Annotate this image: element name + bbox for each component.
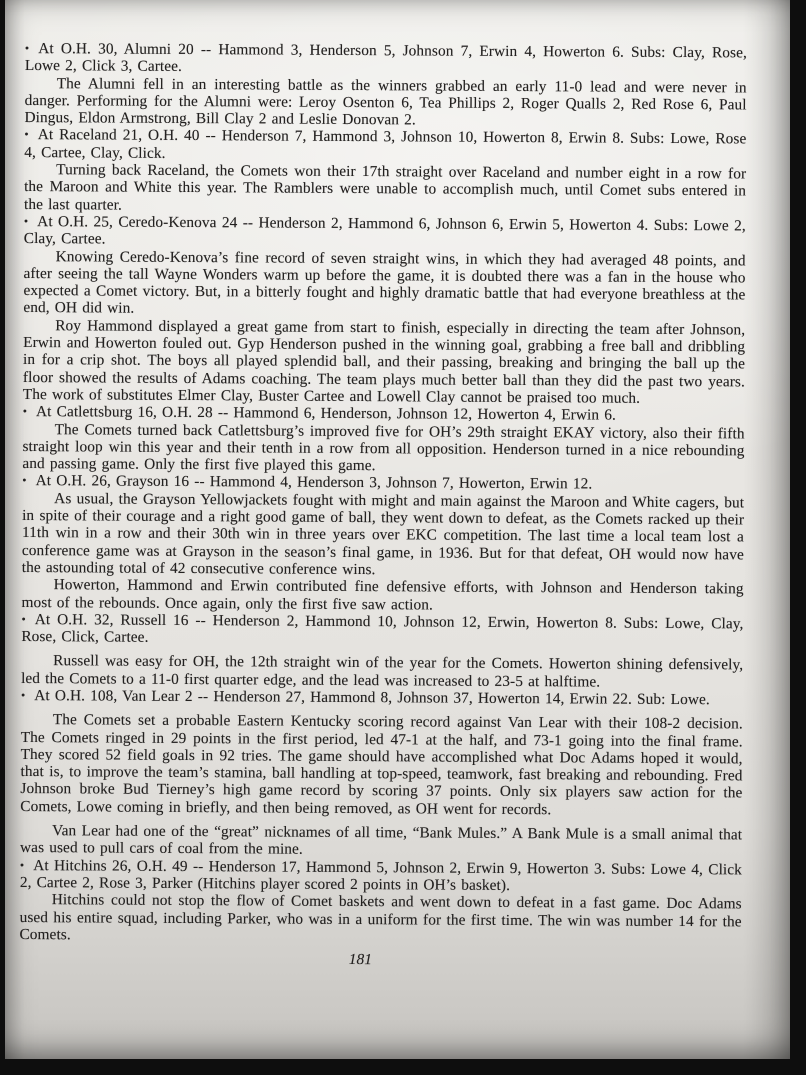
paragraph-text: At Catlettsburg 16, O.H. 28 -- Hammond 6, Henderson, Johnson 12, Howerton 4, Erwin 6. [35,403,616,424]
paragraph [23,317,746,408]
paragraph [21,611,743,650]
paragraph [20,711,743,819]
bullet-icon: • [21,611,26,626]
page-number: 181 [348,951,373,969]
paragraph-text: At O.H. 108, Van Lear 2 -- Henderson 27, Hammond 8, Johnson 37, Howerton 14, Erwin 22. Sub: Lowe. [34,687,710,709]
paragraph-text: Turning back Raceland, the Comets won their 17th straight over Raceland and number eight in a row for the Maroon and White this year. The Ramblers were unable to accomplish much, until Comet subs entered in the last quarter. [23,161,747,214]
paragraph-text: Russell was easy for OH, the 12th straight win of the year for the Comets. Howerton shining defensively, led the Comets to a 11-0 first quarter edge, and the lead was increased to 23-5 at halftime. [21,652,744,691]
paragraph-text: At O.H. 32, Russell 16 -- Henderson 2, Hammond 10, Johnson 12, Erwin, Howerton 8. Subs: Lowe, Clay, Rose, Click, Cartee. [21,610,744,646]
paragraph-text: The Comets set a probable Eastern Kentucky scoring record against Van Lear with their 108-2 decision. The Comets ringed in 29 points in the first period, led 47-1 at the half, and 73-1 going into the final frame. They scored 52 field goals in 92 tries. The game should have accomplished what Doc Adams hoped it would, that is, to improve the team’s stamina, ball handling at top-speed, teamwork, fast breaking and rebounding. Fred Johnson broke Bud Tierney’s high game record by scoring 37 points. Only six players saw action for the Comets, Lowe coming in briefly, and then being removed, as OH went for records. [20,711,743,818]
paragraph [22,576,744,615]
paragraph-text: At O.H. 25, Ceredo-Kenova 24 -- Henderson 2, Hammond 6, Johnson 6, Erwin 5, Howerton 4. Subs: Lowe 2, Clay, Cartee. [23,213,746,248]
paragraph-text: Hitchins could not stop the flow of Comet baskets and went down to defeat in a fast game. Doc Adams used his entire squad, including Parker, who was in a uniform for the first time. The win was number 14 for the Comets. [19,891,742,944]
paragraph-text: At Raceland 21, O.H. 40 -- Henderson 7, Hammond 3, Johnson 10, Howerton 8, Erwin 8. Subs: Lowe, Rose 4, Cartee, Clay, Click. [24,126,747,162]
paragraph [21,687,743,709]
paragraph [22,421,744,477]
paragraph-text: Howerton, Hammond and Erwin contributed fine defensive efforts, with Johnson and Henderson taking most of the rebounds. Once again, only the first five saw action. [21,576,744,614]
bullet-icon: • [20,687,26,702]
paragraph-text: At O.H. 26, Grayson 16 -- Hammond 4, Henderson 3, Johnson 7, Howerton, Erwin 12. [35,472,593,493]
paragraph [23,248,745,322]
book-page [5,0,790,1059]
paragraph [21,652,743,691]
bullet-icon: • [19,857,25,872]
paragraph [20,857,742,896]
paragraph [22,490,745,581]
paragraph-text: The Comets turned back Catlettsburg’s improved five for OH’s 29th straight EKAY victory, also their fifth straight loop win this year and their tenth in a row from all opposition. Henderson turned in a nice rebounding and passing game. Only the first five played this game. [22,420,745,475]
paragraph-text: As usual, the Grayson Yellowjackets fought with might and main against the Maroon and White cagers, but in spite of their courage and a right good game of ball, they went down to defeat, as the Comets racked up their 11th win in a row and their 30th win in three years over EKC competition. The last time a local team lost a conference game was at Grayson in the season’s final game, in 1936. But for that defeat, OH would now have the astounding total of 42 consecutive conference wins. [21,489,745,579]
bullet-icon: • [22,473,27,488]
bullet-icon: • [22,404,28,419]
paragraph-text: At O.H. 30, Alumni 20 -- Hammond 3, Henderson 5, Johnson 7, Erwin 4, Howerton 6. Subs: Clay, Rose, Lowe 2, Click 3, Cartee. [24,40,747,76]
paragraph [24,161,746,217]
bullet-icon: • [23,213,29,228]
paragraph-text: Knowing Ceredo-Kenova’s fine record of seven straight wins, in which they had averaged 48 points, and after seeing the tall Wayne Wonders warm up before the game, it is doubted there was a fan in the house who expected a Comet victory. But, in a bitterly fought and highly dramatic battle that had everyone breathless at the end, OH did win. [23,247,746,318]
paragraph [24,75,746,131]
paragraph [24,213,746,252]
paragraph-text: Roy Hammond displayed a great game from start to finish, especially in directing the team after Johnson, Erwin and Howerton fouled out. Gyp Henderson pushed in the winning goal, grabbing a free ball and dribbling in for a crip shot. The boys all played splendid ball, and their passing, breaking and bringing the ball up the floor showed the results of Adams coaching. The team plays much better ball than they did the past two years. The work of substitutes Elmer Clay, Buster Cartee and Lowell Clay cannot be praised too much. [22,316,746,407]
paragraph-text: At Hitchins 26, O.H. 49 -- Henderson 17, Hammond 5, Johnson 2, Erwin 9, Howerton 3. Subs: Lowe 4, Click 2, Cartee 2, Rose 3, Parker (Hitchins player scored 2 points in OH’s basket). [19,856,742,894]
bullet-icon: • [24,127,29,142]
paragraph-text: The Alumni fell in an interesting battle as the winners grabbed an early 11-0 lead and were never in danger. Performing for the Alumni were: Leroy Osenton 6, Tea Phillips 2, Roger Qualls 2, Red Rose 6, Paul Dingus, Eldon Armstrong, Bill Clay 2 and Leslie Donovan 2. [24,74,747,129]
paragraph-text: Van Lear had one of the “great” nicknames of all time, “Bank Mules.” A Bank Mule is a small animal that was used to pull cars of coal from the mine. [20,822,743,859]
bullet-icon: • [24,40,30,56]
paragraph [25,40,747,79]
paragraph [19,891,741,947]
page-text [19,40,747,971]
paragraph [24,126,746,165]
paragraph [20,822,742,861]
